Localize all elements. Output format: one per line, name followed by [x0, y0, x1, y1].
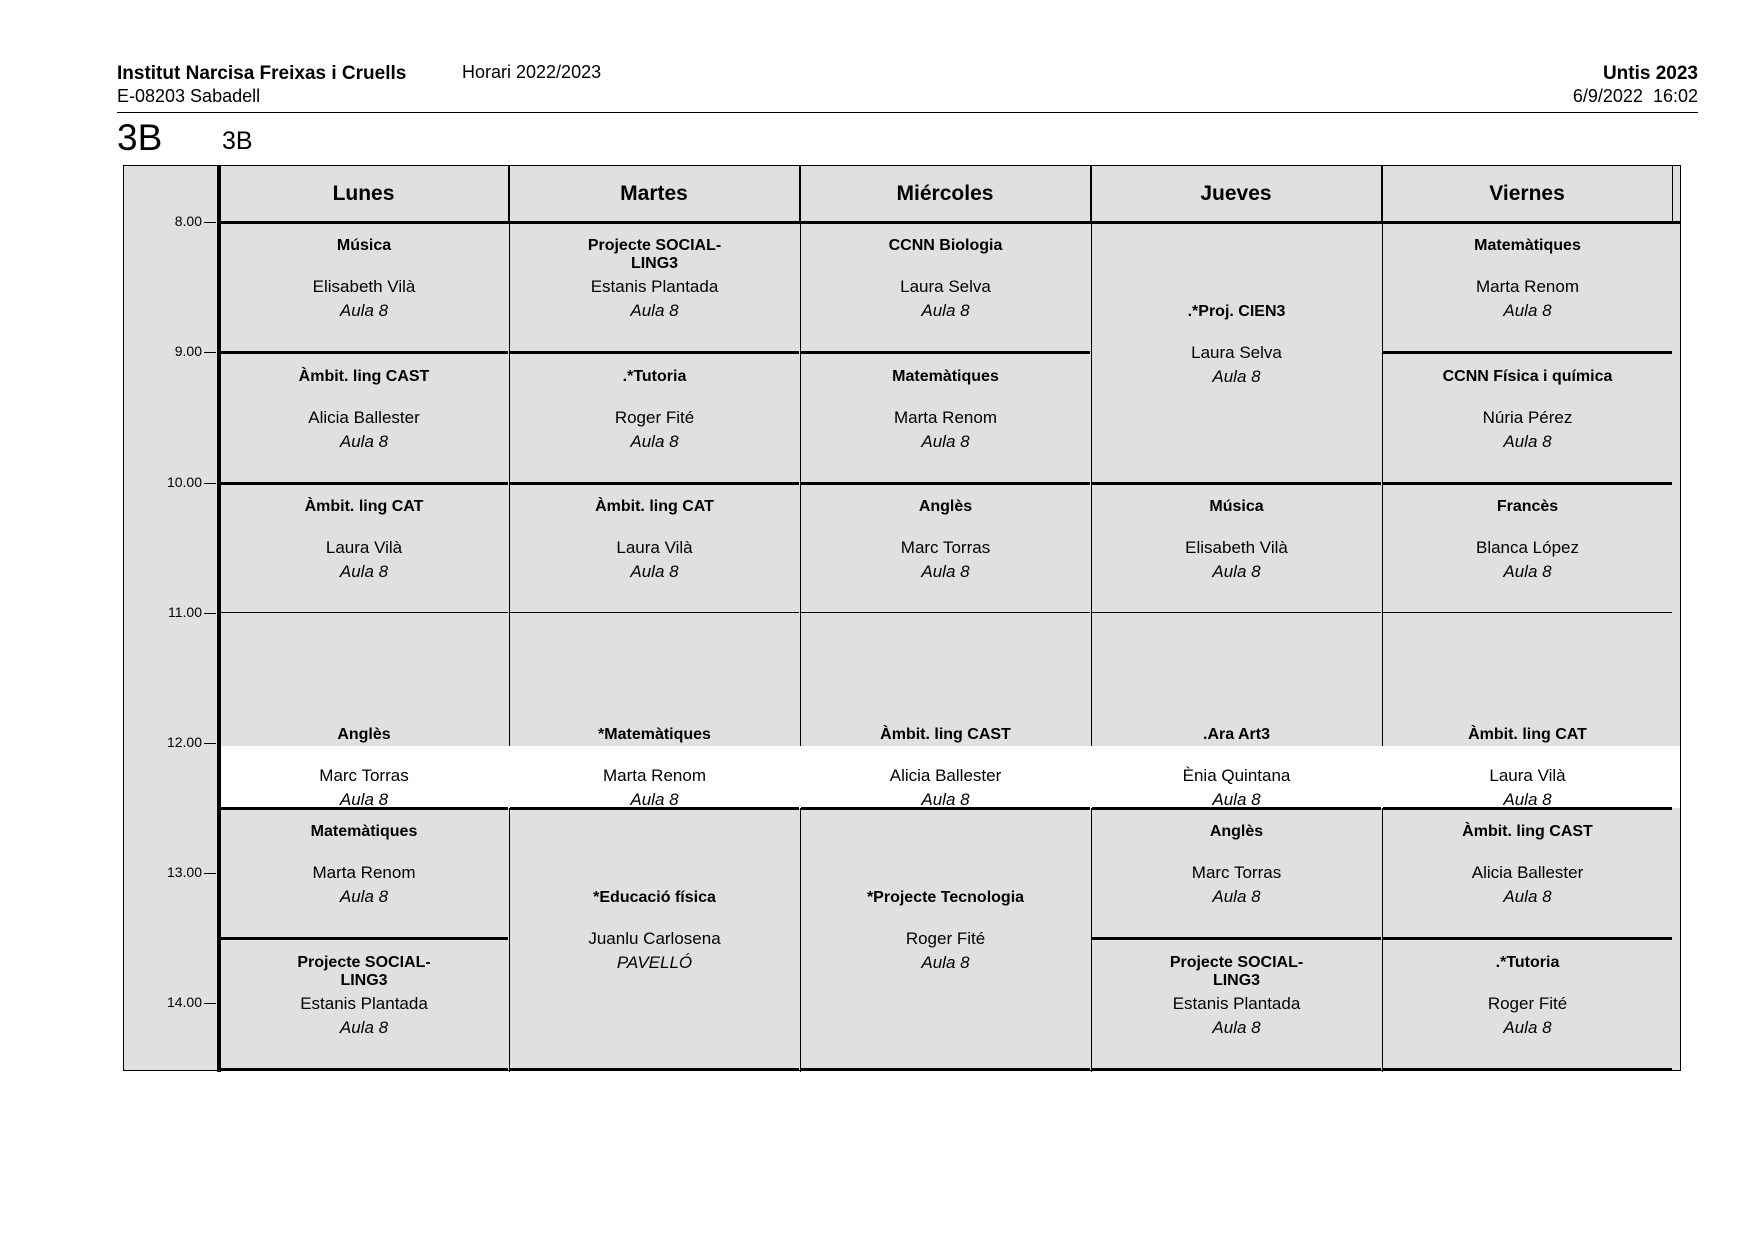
page-header	[117, 62, 1698, 113]
time-tick	[204, 873, 216, 874]
lesson-room: Aula 8	[630, 301, 679, 320]
lesson-cell[interactable]	[509, 483, 800, 613]
lesson-subject: Àmbit. ling CAST	[880, 725, 1011, 743]
lesson-subject: Anglès	[337, 725, 391, 743]
lesson-teacher: Marta Renom	[1476, 277, 1579, 296]
lesson-cell[interactable]	[509, 808, 800, 1069]
lesson-room: Aula 8	[339, 431, 389, 451]
lesson-teacher: Estanis Plantada	[590, 277, 719, 296]
lesson-cell[interactable]	[1382, 222, 1673, 352]
lesson-subject: Àmbit. ling CAT	[595, 498, 714, 515]
lesson-teacher: Alicia Ballester	[308, 407, 420, 427]
lesson-teacher: Estanis Plantada	[300, 993, 428, 1013]
lesson-subject: LING3	[630, 255, 679, 272]
day-header: Jueves	[1091, 166, 1382, 221]
lesson-teacher: Ènia Quintana	[1182, 765, 1291, 785]
lesson-cell[interactable]	[1091, 483, 1382, 613]
lesson-teacher: Marta Renom	[894, 407, 997, 427]
lesson-room: Aula 8	[1212, 887, 1261, 906]
lesson-teacher: Laura Vilà	[1489, 765, 1566, 785]
lesson-cell[interactable]	[219, 222, 509, 352]
school-name: Institut Narcisa Freixas i Cruells	[117, 63, 407, 84]
time-label: 12.00	[166, 734, 202, 750]
time-label: 13.00	[166, 864, 202, 880]
lesson-cell[interactable]	[1091, 938, 1382, 1069]
time-label: 11.00	[168, 604, 202, 620]
lesson-room: Aula 8	[339, 1017, 389, 1037]
lesson-teacher: Roger Fité	[614, 407, 695, 427]
lesson-divider	[1092, 807, 1381, 808]
lesson-room: Aula 8	[1503, 431, 1552, 451]
time-label: 8.00	[174, 213, 202, 229]
lesson-divider	[220, 807, 508, 808]
lesson-subject: Francès	[1496, 498, 1559, 515]
lesson-teacher: Marta Renom	[603, 765, 706, 785]
lesson-cell[interactable]	[219, 352, 509, 483]
lesson-cell[interactable]	[509, 222, 800, 352]
lesson-cell[interactable]	[1091, 725, 1382, 809]
lesson-cell[interactable]	[800, 725, 1091, 809]
time-label: 14.00	[166, 994, 202, 1010]
lesson-room: Aula 8	[1212, 1017, 1261, 1037]
lesson-cell[interactable]	[219, 725, 509, 809]
lesson-cell[interactable]	[1091, 808, 1382, 938]
lesson-cell[interactable]	[219, 808, 509, 938]
lesson-room: Aula 8	[1503, 562, 1552, 581]
timetable-grid	[123, 165, 1681, 1071]
lesson-teacher: Laura Vilà	[325, 538, 403, 557]
time-tick	[204, 222, 216, 223]
lesson-divider	[1383, 807, 1672, 808]
lesson-cell[interactable]	[1091, 222, 1382, 483]
lesson-divider	[220, 612, 508, 613]
lesson-divider	[801, 612, 1090, 613]
schedule-title: Horari 2022/2023	[462, 62, 602, 82]
lesson-teacher: Marc Torras	[319, 765, 409, 785]
lesson-teacher: Estanis Plantada	[1172, 993, 1301, 1013]
lesson-room: Aula 8	[1503, 301, 1552, 320]
lesson-cell[interactable]	[1382, 725, 1673, 809]
lesson-room: Aula 8	[921, 431, 970, 451]
time-tick	[204, 743, 216, 744]
day-header: Viernes	[1382, 166, 1673, 221]
lesson-teacher: Roger Fité	[905, 928, 986, 948]
lesson-divider	[510, 807, 799, 808]
lesson-room: Aula 8	[630, 431, 679, 451]
lesson-subject: Projecte SOCIAL-	[587, 237, 722, 254]
lesson-cell[interactable]	[219, 483, 509, 613]
lesson-divider	[510, 612, 799, 613]
time-label: 10.00	[166, 474, 202, 490]
lesson-subject: LING3	[340, 971, 388, 989]
lesson-cell[interactable]	[800, 483, 1091, 613]
lesson-cell[interactable]	[800, 222, 1091, 352]
lesson-teacher: Laura Vilà	[616, 538, 693, 557]
lesson-divider	[1092, 612, 1381, 613]
lesson-cell[interactable]	[219, 938, 509, 1069]
lesson-subject: Música	[1209, 498, 1264, 515]
lesson-room: Aula 8	[1503, 1017, 1552, 1037]
lesson-subject: Àmbit. ling CAST	[1462, 823, 1593, 840]
lesson-teacher: Laura Selva	[900, 277, 991, 296]
lesson-teacher: Alicia Ballester	[889, 765, 1002, 785]
day-header: Miércoles	[800, 166, 1091, 221]
lesson-room: Aula 8	[921, 301, 970, 320]
lesson-teacher: Marc Torras	[1191, 863, 1282, 882]
lesson-room: PAVELLÓ	[616, 952, 693, 972]
lesson-room: Aula 8	[1212, 562, 1261, 581]
lesson-subject: Àmbit. ling CAT	[1468, 725, 1587, 743]
lesson-cell[interactable]	[1382, 483, 1673, 613]
lesson-subject: Anglès	[1209, 823, 1264, 840]
lesson-divider	[510, 1068, 799, 1071]
print-datetime: 6/9/2022 16:02	[1572, 86, 1698, 106]
lesson-subject: *Matemàtiques	[598, 725, 711, 743]
lesson-subject: Anglès	[918, 498, 973, 515]
time-tick	[204, 352, 216, 353]
lesson-cell[interactable]	[1382, 352, 1673, 483]
time-label: 9.00	[174, 343, 202, 359]
day-header: Lunes	[219, 166, 509, 221]
lesson-subject: Música	[336, 237, 392, 254]
lesson-room: Aula 8	[921, 562, 970, 581]
class-code-small: 3B	[222, 127, 253, 155]
lesson-cell[interactable]	[1382, 938, 1673, 1069]
lesson-subject: Projecte SOCIAL-	[1169, 953, 1304, 971]
lesson-divider	[801, 1068, 1090, 1071]
lesson-cell[interactable]	[509, 725, 800, 809]
lesson-divider	[1383, 612, 1672, 613]
lesson-cell[interactable]	[800, 808, 1091, 1069]
lesson-subject: CCNN Biologia	[888, 237, 1003, 254]
day-header: Martes	[509, 166, 800, 221]
lesson-room: Aula 8	[1212, 366, 1261, 386]
lesson-room: Aula 8	[339, 789, 389, 809]
school-address: E-08203 Sabadell	[117, 86, 261, 106]
lesson-divider	[1092, 1068, 1381, 1071]
lesson-cell[interactable]	[800, 352, 1091, 483]
lesson-subject: .Ara Art3	[1203, 725, 1270, 743]
lesson-teacher: Alicia Ballester	[1471, 863, 1584, 882]
lesson-subject: .*Proj. CIEN3	[1187, 302, 1286, 320]
lesson-subject: .*Tutoria	[1495, 953, 1560, 971]
time-tick	[204, 1003, 216, 1004]
lesson-room: Aula 8	[339, 887, 389, 906]
lesson-room: Aula 8	[1503, 789, 1552, 809]
lesson-teacher: Elisabeth Vilà	[1185, 538, 1288, 557]
lesson-subject: Projecte SOCIAL-	[297, 953, 431, 971]
lesson-room: Aula 8	[630, 789, 679, 809]
lesson-teacher: Juanlu Carlosena	[588, 928, 721, 948]
lesson-room: Aula 8	[339, 301, 389, 320]
lesson-divider	[220, 1068, 508, 1071]
lesson-teacher: Marc Torras	[900, 538, 991, 557]
lesson-divider	[1383, 1068, 1672, 1071]
lesson-subject: Àmbit. ling CAST	[298, 367, 430, 385]
lesson-room: Aula 8	[630, 562, 679, 581]
lesson-teacher: Blanca López	[1475, 538, 1580, 557]
time-tick	[204, 613, 216, 614]
lesson-cell[interactable]	[1382, 808, 1673, 938]
lesson-teacher: Elisabeth Vilà	[312, 277, 416, 296]
lesson-room: Aula 8	[1212, 789, 1261, 809]
lesson-subject: *Projecte Tecnologia	[866, 888, 1025, 906]
lesson-subject: Àmbit. ling CAT	[304, 498, 424, 515]
lesson-room: Aula 8	[1503, 887, 1552, 906]
lesson-subject: CCNN Física i química	[1442, 367, 1613, 385]
lesson-room: Aula 8	[339, 562, 389, 581]
lesson-subject: Matemàtiques	[892, 367, 999, 385]
software-name: Untis 2023	[1602, 63, 1698, 84]
lesson-room: Aula 8	[921, 952, 970, 972]
lesson-subject: *Educació física	[593, 888, 716, 906]
lesson-subject: Matemàtiques	[1474, 237, 1581, 254]
lesson-teacher: Marta Renom	[312, 863, 416, 882]
lesson-subject: Matemàtiques	[310, 823, 418, 840]
lesson-divider	[801, 807, 1090, 808]
class-code-large: 3B	[117, 117, 163, 158]
lesson-subject: .*Tutoria	[622, 367, 687, 385]
lesson-teacher: Núria Pérez	[1482, 407, 1573, 427]
time-tick	[204, 483, 216, 484]
lesson-teacher: Laura Selva	[1191, 342, 1282, 362]
lesson-subject: LING3	[1212, 971, 1261, 989]
lesson-room: Aula 8	[921, 789, 970, 809]
lesson-teacher: Roger Fité	[1487, 993, 1568, 1013]
lesson-cell[interactable]	[509, 352, 800, 483]
